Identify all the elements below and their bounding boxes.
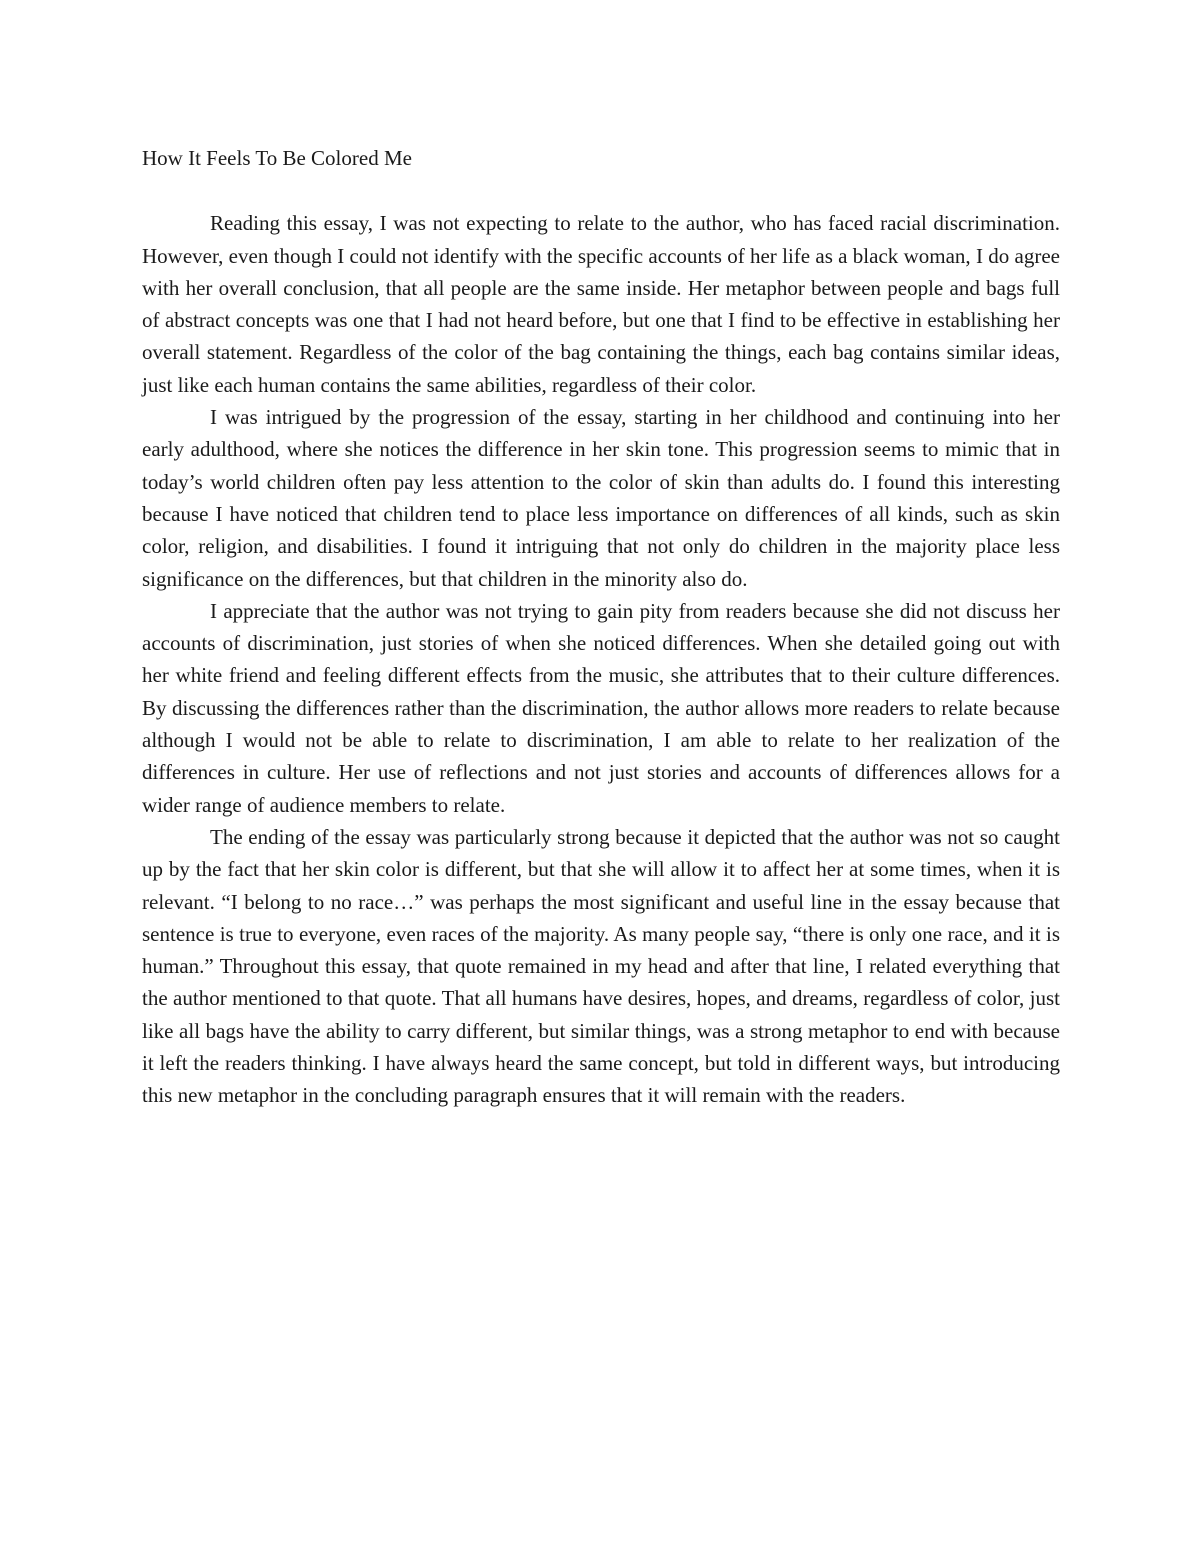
paragraph-3: I appreciate that the author was not trying to gain pity from readers because she did not discuss her accounts of discrimination, just stories of when she noticed differences. When she detailed going out with her white friend and feeling different effects from the music, she attributes that to their culture differences. By discussing the differences rather than the discrimination, the author allows more readers to relate because although I would not be able to relate to discrimination, I am able to relate to her realization of the differences in culture. Her use of reflections and not just stories and accounts of differences allows for a wider range of audience members to relate. (142, 598, 1060, 817)
paragraph-1: Reading this essay, I was not expecting to relate to the author, who has faced racial discrimination. However, even though I could not identify with the specific accounts of her life as a black woman, I do agree with her overall conclusion, that all people are the same inside. Her metaphor between people and bags full of abstract concepts was one that I had not heard before, but one that I find to be effective in establishing her overall statement. Regardless of the color of the bag containing the things, each bag contains similar ideas, just like each human contains the same abilities, regardless of their color. (142, 211, 1060, 397)
paragraph-4: The ending of the essay was particularly strong because it depicted that the author was not so caught up by the fact that her skin color is different, but that she will allow it to affect her at some times, when it is relevant. “I belong to no race…” was perhaps the most significant and useful line in the essay because that sentence is true to everyone, even races of the majority. As many people say, “there is only one race, and it is human.” Throughout this essay, that quote remained in my head and after that line, I related everything that the author mentioned to that quote. That all humans have desires, hopes, and dreams, regardless of color, just like all bags have the ability to carry different, but similar things, was a strong metaphor to end with because it left the readers thinking. I have always heard the same concept, but told in different ways, but introducing this new metaphor in the concluding paragraph ensures that it will remain with the readers. (142, 824, 1060, 1108)
document-body (142, 142, 1060, 1112)
essay-title: How It Feels To Be Colored Me (142, 146, 412, 170)
paragraph-2: I was intrigued by the progression of the essay, starting in her childhood and continuing into her early adulthood, where she notices the difference in her skin tone. This progression seems to mimic that in today’s world children often pay less attention to the color of skin than adults do. I found this interesting because I have noticed that children tend to place less importance on differences of all kinds, such as skin color, religion, and disabilities. I found it intriguing that not only do children in the majority place less significance on the differences, but that children in the minority also do. (142, 405, 1060, 591)
